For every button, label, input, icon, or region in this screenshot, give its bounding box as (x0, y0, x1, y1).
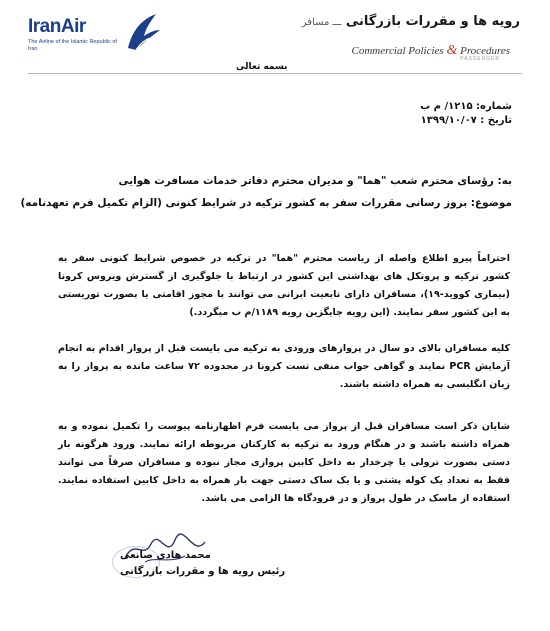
header-en-part1: Commercial Policies (351, 45, 444, 57)
signatory-title: رئیس رویه ها و مقررات بازرگانی (120, 566, 286, 577)
bismillah: بسمه تعالی (236, 62, 288, 72)
header-en-part2: Procedures (460, 45, 510, 57)
header-title-main: رویه ها و مقررات بازرگانی (345, 14, 520, 29)
logo-subtitle: The Airline of the Islamic Republic of Iran (28, 39, 117, 52)
homa-bird-icon (122, 10, 162, 54)
header-divider (28, 73, 522, 74)
header-title-suffix: ـــ مسافر (301, 17, 342, 28)
paragraph-2: کلیه مسافران بالای دو سال در پروازهای ورودی به ترکیه می بایست قبل از پرواز اقدام به انجام آزمایش PCR نمایند و گواهی جواب منفی تست کرونا در محدوده ۷۲ ساعت مانده به پرواز را به زبان انگلیسی به همراه داشته باشند. (58, 343, 510, 390)
iranair-logo (28, 10, 158, 60)
header-title-fa (302, 14, 520, 29)
reference-date: تاریخ : ۱۳۹۹/۱۰/۰۷ (420, 115, 512, 126)
paragraph-1: احتراماً پیرو اطلاع واصله از ریاست محترم "هما" در ترکیه در خصوص شرایط کنونی سفر به کشور ترکیه و پروتکل های بهداشتی این کشور در ارتباط با جلوگیری از گسترش ویروس کرونا (بیماری کووید-۱۹)، مسافران دارای تابعیت ایرانی می توانند با مجوز اقامتی یا بصورت توریستی به این کشور سفر نمایند. (این رویه جایگزین رویه ۱۱۸۹/م ب میگردد.) (58, 253, 510, 318)
subject-line: موضوع: بروز رسانی مقررات سفر به کشور ترکیه در شرایط کنونی (الزام تکمیل فرم تعهدنامه) (20, 197, 512, 209)
header-en-amp: & (446, 43, 458, 58)
header-en-sub: PASSENGER (460, 56, 500, 62)
logo-wordmark: IranAir (28, 16, 86, 37)
addressee-line: به: رؤسای محترم شعب "هما" و مدیران محترم دفاتر خدمات مسافرت هوایی (118, 175, 512, 187)
signatory-name: محمد هادی صانعی (120, 550, 211, 561)
paragraph-3: شایان ذکر است مسافران قبل از پرواز می بایست فرم اظهارنامه پیوست را تکمیل نموده و به همراه داشته باشند و در هنگام ورود به ترکیه به کارکنان مربوطه ارائه نمایند. ورود هرگونه بار دستی بصورت ترولی یا چرخدار به داخل کابین پروازی مجاز نبوده و مسافران صرفاً می توانند فقط به تعداد یک کوله پشتی و یا یک ساک دستی جهت بار همراه به داخل کابین استفاده نمایند. استفاده از ماسک در طول پرواز و در فرودگاه ها الزامی می باشد. (58, 421, 510, 504)
reference-block (420, 100, 512, 128)
reference-number: شماره: ۱۲۱۵/ م ب (420, 101, 512, 112)
